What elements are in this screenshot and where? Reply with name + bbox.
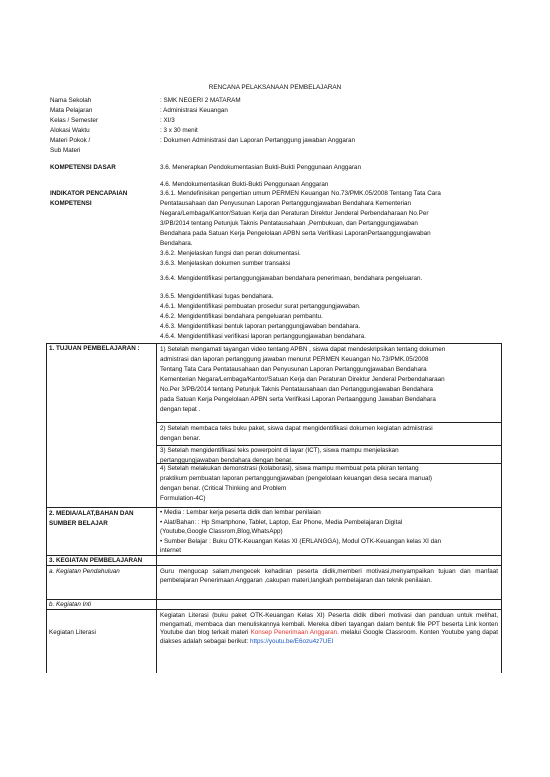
pendahuluan-text: Guru mengucap salam,mengecek kehadiran peserta didik,memberi motivasi,menyampaikan tujuan dan manfaat pembelajaran Penerimaan Anggaran ,cakupan materi,langkah pembelajaran dan teknik penilaian.: [160, 568, 498, 584]
kd-text: 3.6. Menerapkan Pendokumentasian Bukti-Bukti Penggunaan Anggaran: [160, 164, 361, 171]
media-line: internet: [160, 547, 182, 554]
tujuan-line: Tentang Tata Cara Pentatausahaan dan Penyusunan Laporan Pertanggungjawaban Bendahara: [160, 366, 427, 373]
ipk-line: 3.6.3. Menjelaskan dokumen sumber transaksi: [160, 260, 291, 267]
identity-label: Materi Pokok /: [50, 137, 91, 144]
ipk-line: Bendahara.: [160, 240, 193, 247]
identity-value: : Dokumen Administrasi dan Laporan Pertanggung jawaban Anggaran: [160, 137, 355, 144]
ipk-line: Bendahara pada Satuan Kerja Pengelolaan APBN serta Verifikasi LaporanPertaanggungjawaban: [160, 230, 431, 237]
tujuan-line: Kementerian Negara/Lembaga/Kantor/Satuan Kerja dan Peraturan Direktur Jenderal Perbendaharaan: [160, 376, 445, 383]
ipk-item-364: 3.6.4. Mengidentifikasi pertanggungjawaban bendahara penerimaan, bendahara pengeluaran.: [160, 275, 423, 282]
identity-value: : SMK NEGERI 2 MATARAM: [160, 97, 241, 104]
kd-label: KOMPETENSI DASAR: [50, 164, 116, 171]
identity-label: Sub Materi: [50, 147, 81, 154]
ipk-item: 3.6.5. Mengidentifikasi tugas bendahara.: [160, 293, 274, 300]
tujuan-line: praktikum pembuatan laporan pertanggungjawaban (pengelolaan keuangan desa secara manual): [160, 475, 433, 482]
ipk-item: 4.6.1. Mengidentifikasi pembuatan prosedur surat pertanggungjawaban.: [160, 303, 361, 310]
literasi-highlight: Konsep Penerimaan Anggaran: [250, 629, 338, 637]
media-line: (Youtube,Google Classrom,Blog,WhatsApp): [160, 528, 283, 535]
tujuan-line: 4) Setelah melakukan demonstrasi (kolaborasi), siswa mampu membuat peta pikiran tentang: [160, 465, 419, 472]
tujuan-line: dengan benar.: [160, 435, 201, 442]
identity-label: Nama Sekolah: [50, 97, 92, 104]
literasi-label: Kegiatan Literasi: [49, 629, 96, 636]
table-border: [156, 343, 157, 673]
table-border: [46, 599, 501, 600]
table-border: [46, 555, 501, 556]
ipk-label-2: KOMPETENSI: [50, 200, 92, 207]
ipk-line: Negara/Lembaga/Kantor/Satuan Kerja dan Peraturan Direktur Jenderal Perbendaharaan No.Per: [160, 210, 429, 217]
ipk-item: 4.6.3. Mengidentifikasi bentuk laporan pertanggungjawaban bendahara.: [160, 323, 361, 330]
tujuan-label: 1. TUJUAN PEMBELAJARAN :: [49, 345, 140, 352]
tujuan-line: pertanggungjawaban bendahara dengan benar.: [160, 457, 293, 464]
media-line: • Alat/Bahan: : Hp Smartphone, Tablet, Laptop, Ear Phone, Media Pembelajaran Digital: [160, 518, 403, 526]
media-label: 2. MEDIA/ALAT,BAHAN DAN: [49, 510, 134, 517]
identity-value: : XI/3: [160, 117, 175, 124]
ipk-line: 3.6.1. Mendefinisikan pengertian umum PERMEN Keuangan No.73/PMK.05/2008 Tentang Tata Cara: [160, 190, 441, 197]
kegiatan-label: 3. KEGIATAN PEMBELAJARAN: [49, 557, 143, 564]
media-line: • Sumber Belajar : Buku OTK-Keuangan Kelas XI (ERLANGGA), Modul OTK-Keuangan kelas XI dan: [160, 537, 442, 545]
tujuan-line: dengan benar. (Critical Thinking and Problem: [160, 485, 287, 492]
inti-label: b. Kegiatan Inti: [49, 601, 92, 608]
tujuan-line: 2) Setelah membaca teks buku paket, siswa dapat mengidentifikasi dokumen kegiatan admiistrasi: [160, 425, 433, 432]
table-border: [46, 343, 501, 344]
table-border: [46, 507, 501, 508]
tujuan-line: pada Satuan Kerja Pengelolaan APBN serta Verifikasi Laporan Pertaanggung Jawaban Bendahara: [160, 396, 436, 403]
identity-value: : Administrasi Keuangan: [160, 107, 228, 114]
table-border: [46, 609, 501, 610]
table-border: [156, 445, 501, 446]
identity-label: Alokasi Waktu: [50, 127, 90, 134]
pendahuluan-label: a. Kegiatan Pendahuluan: [49, 568, 120, 575]
identity-label: Mata Pelajaran: [50, 107, 93, 114]
ipk-line: 3.6.2. Menjelaskan fungsi dan peran dokumentasi.: [160, 250, 301, 257]
page-title: RENCANA PELAKSANAAN PEMBELAJARAN: [208, 84, 342, 91]
tujuan-line: No.Per 3/PB/2014 tentang Petunjuk Taknis Pentatausahaan dan Pertanggungjawaban Bendahara: [160, 386, 433, 393]
table-border: [46, 343, 47, 673]
table-border: [501, 343, 502, 673]
literasi-text-a: Kegiatan Literasi (buku paket OTK-Keuangan Kelas XI) Peserta didik diberi motivasi dan panduan untuk melihat, mengamati, membaca dan menuliskannya kembali. Mereka diberi tayangan dalam bentuk file PPT beserta Link konten Youtube dan blog terkait materi: [160, 612, 498, 637]
table-border: [156, 422, 501, 423]
literasi-text: [160, 612, 498, 646]
tujuan-line: Formulation-4C): [160, 495, 206, 502]
ipk-label: INDIKATOR PENCAPAIAN: [50, 190, 128, 197]
ipk-line: 3/PB/2014 tentang Petunjuk Taknis Pentatausahaan ,Pembukuan, dan Pertanggungjawaban: [160, 220, 418, 227]
tujuan-line: dengan tepat .: [160, 406, 201, 413]
identity-value: : 3 x 30 menit: [160, 127, 198, 134]
media-line: • Media : Lembar kerja peserta didik dan lembar penilaian: [160, 509, 321, 516]
ipk-item: 4.6.2. Mengidentifikasi bendahara pengeluaran pembantu.: [160, 313, 323, 320]
identity-label: Kelas / Semester: [50, 117, 98, 124]
tujuan-line: 1) Setelah mengamati tayangan video tentang APBN , siswa dapat mendeskripsikan tentang dokumen: [160, 346, 446, 353]
media-label-2: SUMBER BELAJAR: [49, 520, 108, 527]
youtube-link[interactable]: https://youtu.be/E6ozu4z7UEI: [249, 637, 334, 645]
tujuan-line: 3) Setelah mengidentifikasi teks powerpoint di layar (ICT), siswa mampu menjelaskan: [160, 447, 399, 454]
ipk-item: 4.6.4. Mengidentifikasi verifikasi laporan pertanggungjawaban bendahara.: [160, 333, 366, 340]
literasi-text-b: . melalui Google Classroom. Konten Youtube yang dapat diakses adalah sebagai berikut:: [160, 629, 498, 645]
tujuan-line: admistrasi dan laporan pertanggung jawaban menurut PERMEN Keuangan No.73/PMK.05/2008: [160, 356, 429, 363]
kd-text-2: 4.6. Mendokumentasikan Bukti-Bukti Penggunaan Anggaran: [160, 181, 329, 188]
ipk-line: Pentatausahaan dan Penyusunan Laporan Pertanggungjawaban Bendahara Kementerian: [160, 200, 412, 207]
